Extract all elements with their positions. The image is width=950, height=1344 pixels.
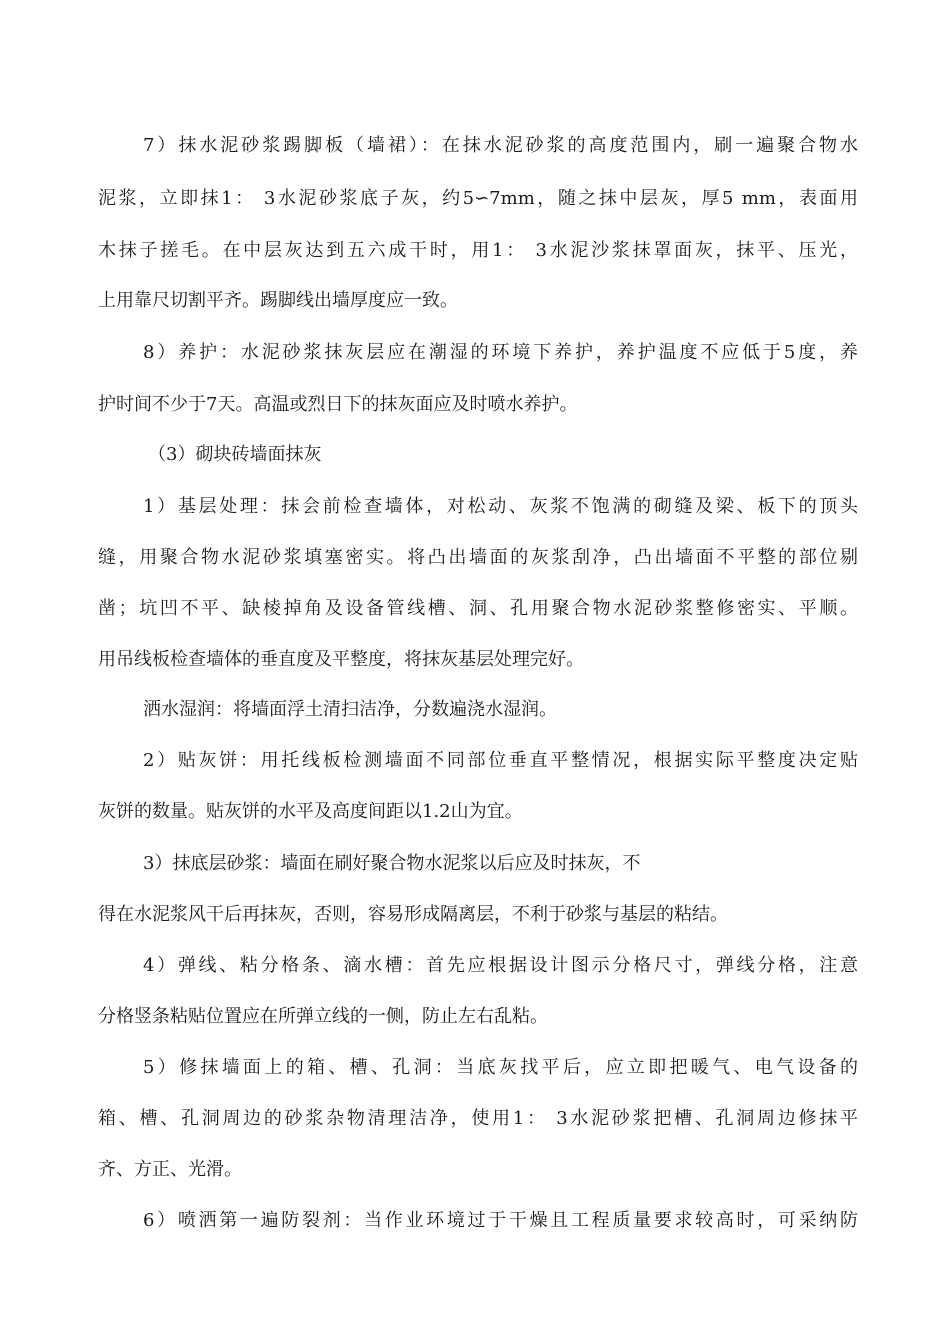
text-line: 1）基层处理：抹会前检查墙体，对松动、灰浆不饱满的砌缝及梁、板下的顶头: [143, 496, 858, 517]
text-line: 泥浆，立即抹1： 3水泥砂浆底子灰，约5∽7mm，随之抹中层灰，厚5 mm，表面用: [98, 188, 858, 209]
text-line: 箱、槽、孔洞周边的砂浆杂物清理洁净，使用1： 3水泥砂浆把槽、孔洞周边修抹平: [98, 1108, 858, 1129]
text-line: 凿；坑凹不平、缺棱掉角及设备管线槽、洞、孔用聚合物水泥砂浆整修密实、平顺。: [98, 598, 858, 619]
section-heading: （3）砌块砖墙面抹灰: [148, 444, 322, 465]
text-line: 护时间不少于7天。高温或烈日下的抹灰面应及时喷水养护。: [98, 394, 578, 415]
text-line: 上用靠尺切割平齐。踢脚线出墙厚度应一致。: [98, 290, 458, 311]
text-line: 8）养护：水泥砂浆抹灰层应在潮湿的环境下养护，养护温度不应低于5度，养: [143, 342, 858, 363]
text-line: 分格竖条粘贴位置应在所弹立线的一侧，防止左右乱粘。: [98, 1006, 548, 1027]
text-line: 灰饼的数量。贴灰饼的水平及高度间距以1.2山为宜。: [98, 801, 523, 822]
text-line: 用吊线板检查墙体的垂直度及平整度，将抹灰基层处理完好。: [98, 649, 584, 670]
text-line: 缝，用聚合物水泥砂浆填塞密实。将凸出墙面的灰浆刮净，凸出墙面不平整的部位剔: [98, 547, 858, 568]
text-line: 洒水湿润：将墙面浮土清扫洁净，分数遍浇水湿润。: [143, 699, 557, 720]
text-line: 4）弹线、粘分格条、滴水槽：首先应根据设计图示分格尺寸，弹线分格，注意: [143, 955, 858, 976]
text-line: 6）喷洒第一遍防裂剂：当作业环境过于干燥且工程质量要求较高时，可采纳防: [143, 1210, 858, 1231]
text-line: 3）抹底层砂浆：墙面在刷好聚合物水泥浆以后应及时抹灰，不: [143, 853, 641, 874]
text-line: 7）抹水泥砂浆踢脚板（墙裙）：在抹水泥砂浆的高度范围内，刷一遍聚合物水: [143, 135, 858, 156]
text-line: 2）贴灰饼：用托线板检测墙面不同部位垂直平整情况，根据实际平整度决定贴: [143, 750, 858, 771]
text-line: 木抹子搓毛。在中层灰达到五六成干时，用1： 3水泥沙浆抹罩面灰，抹平、压光，: [98, 240, 858, 261]
text-line: 得在水泥浆风干后再抹灰，否则，容易形成隔离层，不利于砂浆与基层的粘结。: [98, 904, 728, 925]
text-line: 5）修抹墙面上的箱、槽、孔洞：当底灰找平后，应立即把暖气、电气设备的: [143, 1057, 858, 1078]
text-line: 齐、方正、光滑。: [98, 1159, 242, 1180]
